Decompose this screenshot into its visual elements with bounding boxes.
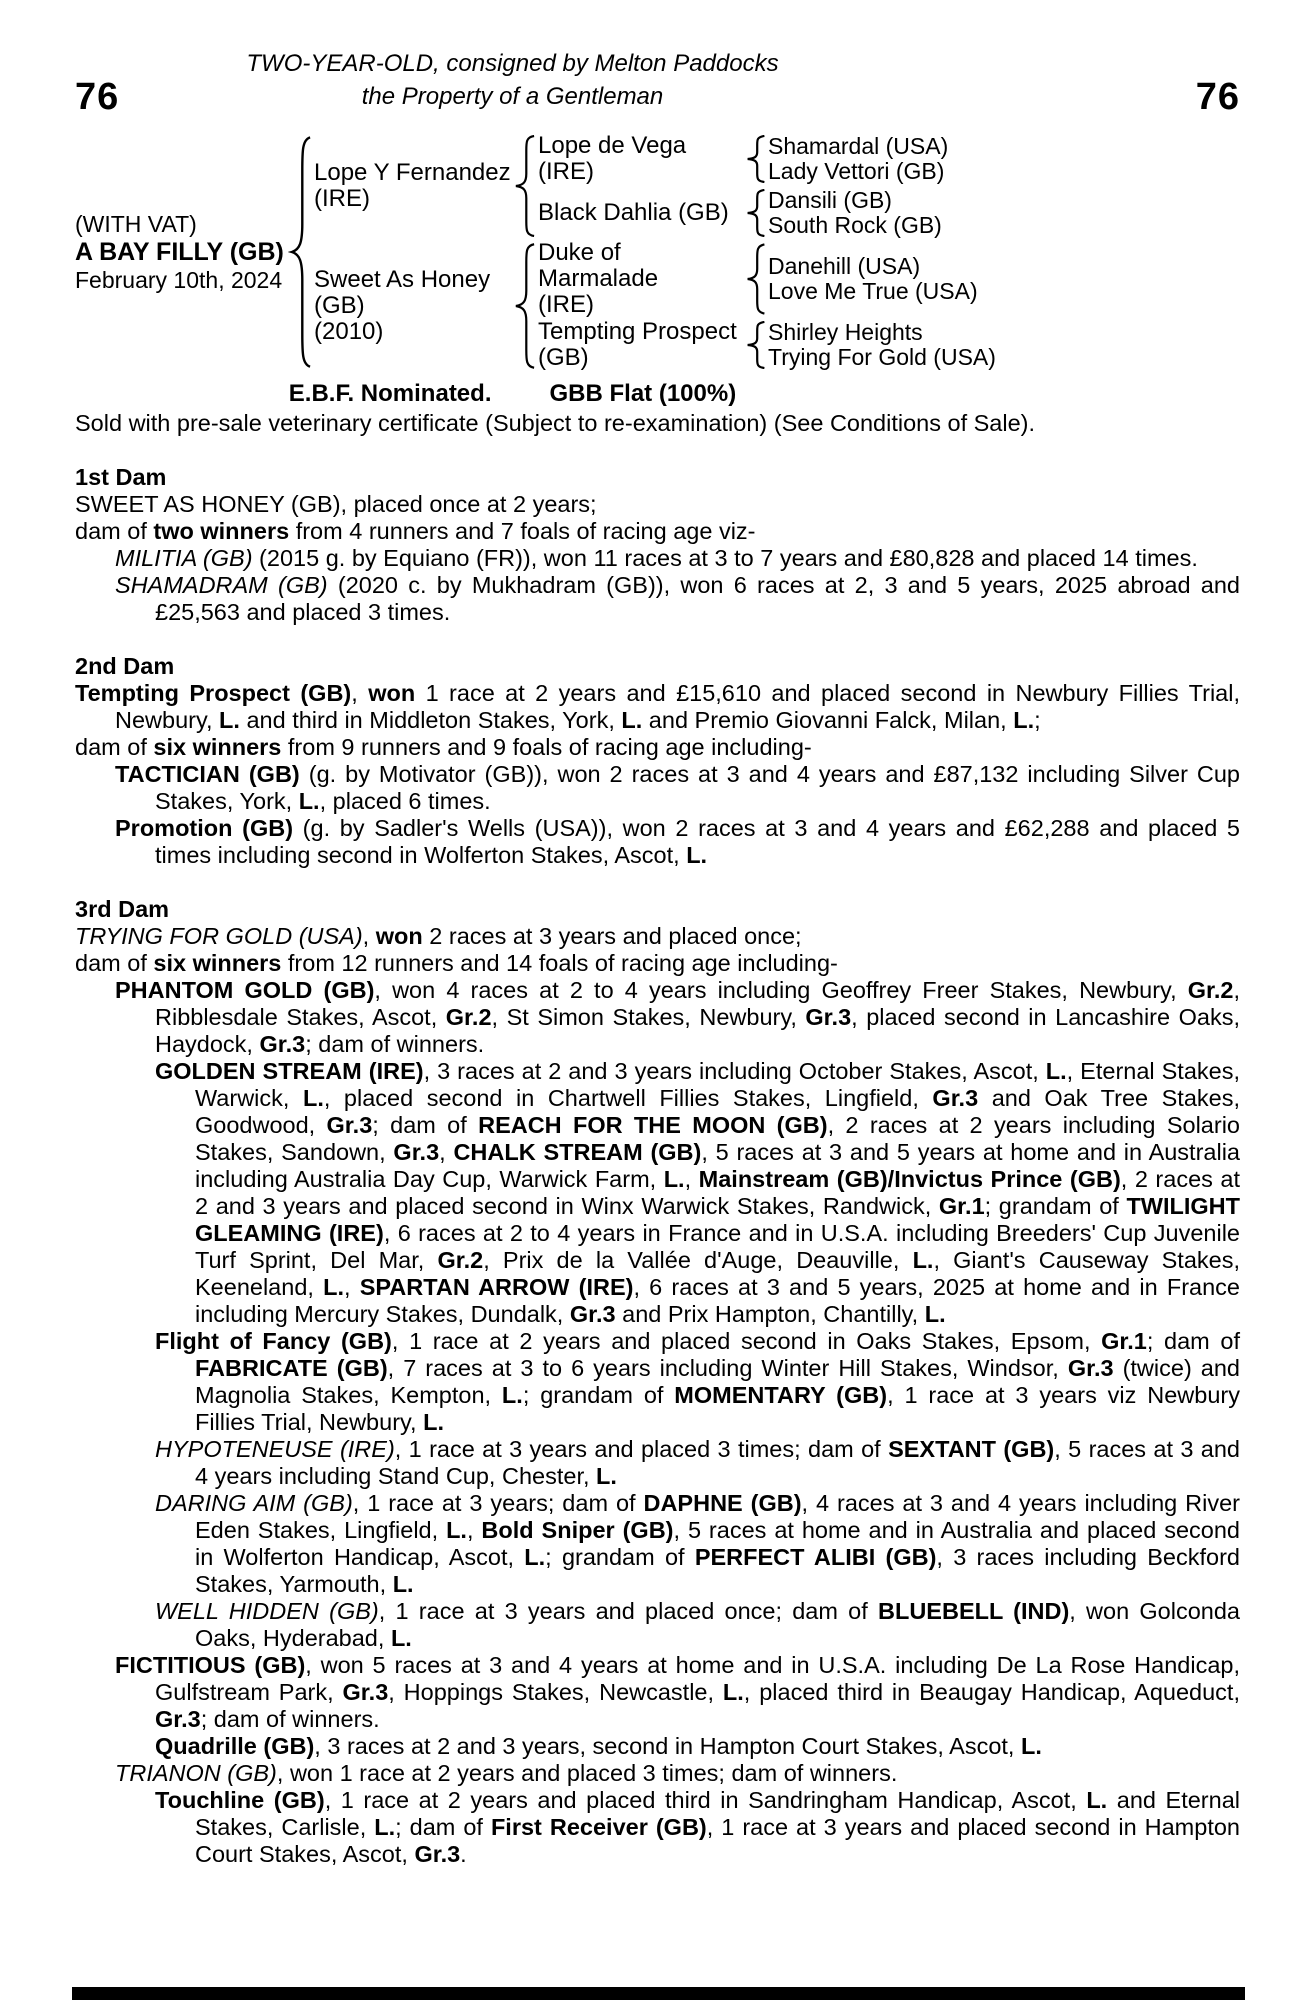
gbb-badge: GBB Flat (100%) [549, 380, 737, 407]
granddam-sire-name: Black Dahlia (GB) [538, 199, 729, 226]
pedigree-text-paragraph: WELL HIDDEN (GB), 1 race at 3 years and placed once; dam of BLUEBELL (IND), won Golconda Oaks, Hyderabad, L. [155, 1598, 1240, 1651]
ggp-pair-4 [768, 318, 1240, 372]
ancestor-name: Dansili (GB) [768, 187, 892, 213]
page-header [75, 50, 1240, 120]
foal-date: February 10th, 2024 [75, 266, 283, 293]
pedigree-text-paragraph: PHANTOM GOLD (GB), won 4 races at 2 to 4 years including Geoffrey Freer Stakes, Newbury, Gr.2, Ribblesdale Stakes, Ascot, Gr.2, St Simon Stakes, Newbury, Gr.3, placed second in Lancashire Oaks, Haydock, Gr.3; dam of winners. [115, 977, 1240, 1057]
pedigree-text-paragraph: Quadrille (GB), 3 races at 2 and 3 years, second in Hampton Court Stakes, Ascot, L. [155, 1733, 1042, 1759]
ggp-pair-2 [768, 186, 1240, 240]
ggp-pair-3 [768, 240, 1240, 318]
lot-number-right: 76 [1195, 76, 1240, 118]
dam-heading: 2nd Dam [75, 653, 175, 679]
ancestor-name: Shirley Heights [768, 319, 923, 345]
ancestor-name: South Rock (GB) [768, 212, 942, 238]
pedigree-text-paragraph: Touchline (GB), 1 race at 2 years and placed third in Sandringham Handicap, Ascot, L. and Eternal Stakes, Carlisle, L.; dam of First Receiver (GB), 1 race at 3 years and placed second in Hampton Court Stakes, Ascot, Gr.3. [155, 1787, 1240, 1867]
ggp-pair-1 [768, 132, 1240, 186]
conditions-note: Sold with pre-sale veterinary certificate (Subject to re-examination) (See Conditions of Sale). [75, 410, 1036, 436]
ancestor-name: Danehill (USA) [768, 253, 921, 279]
dam-section [75, 653, 1240, 869]
grandsire-sire-name: Lope de Vega (IRE) [538, 132, 687, 185]
grandsire-dam-name: Duke of Marmalade (IRE) [538, 239, 659, 318]
dam-section [75, 896, 1240, 1868]
pedigree-text-paragraph: DARING AIM (GB), 1 race at 3 years; dam of DAPHNE (GB), 4 races at 3 and 4 years including River Eden Stakes, Lingfield, L., Bold Sniper (GB), 5 races at home and in Australia and placed second in Wolferton Handicap, Ascot, L.; grandam of PERFECT ALIBI (GB), 3 races including Beckford Stakes, Yarmouth, L. [155, 1490, 1240, 1597]
page-bottom-bar [72, 1987, 1245, 2000]
family-brace [288, 132, 314, 372]
pedigree-text-paragraph: SWEET AS HONEY (GB), placed once at 2 years; [75, 491, 597, 517]
pedigree-text-paragraph: Promotion (GB) (g. by Sadler's Wells (USA)), won 2 races at 3 and 4 years and £62,288 and placed 5 times including second in Wolferton Stakes, Ascot, L. [115, 815, 1241, 868]
pedigree-text-paragraph: dam of two winners from 4 runners and 7 foals of racing age viz- [75, 518, 756, 544]
property-line: the Property of a Gentleman [361, 83, 664, 110]
lot-number-left: 76 [75, 76, 120, 118]
pedigree-text-paragraph: dam of six winners from 9 runners and 9 foals of racing age including- [75, 734, 812, 760]
ggp-brace-1 [744, 132, 768, 186]
dam-section [75, 464, 1240, 626]
pedigree-text-paragraph: TRYING FOR GOLD (USA), won 2 races at 3 years and placed once; [75, 923, 802, 949]
ancestor-name: Lady Vettori (GB) [768, 158, 945, 184]
dam-brace [512, 240, 538, 372]
ggp-brace-3 [744, 240, 768, 318]
pedigree-text-paragraph: Flight of Fancy (GB), 1 race at 2 years and placed second in Oaks Stakes, Epsom, Gr.1; dam of FABRICATE (GB), 7 races at 3 to 6 years including Winter Hill Stakes, Windsor, Gr.3 (twice) and Magnolia Stakes, Kempton, L.; grandam of MOMENTARY (GB), 1 race at 3 years viz Newbury Fillies Trial, Newbury, L. [155, 1328, 1240, 1435]
ggp-brace-4 [744, 318, 768, 372]
ancestor-name: Love Me True (USA) [768, 278, 978, 304]
badges-row [75, 380, 950, 408]
ggp-brace-2 [744, 186, 768, 240]
pedigree-text-paragraph: GOLDEN STREAM (IRE), 3 races at 2 and 3 years including October Stakes, Ascot, L., Eternal Stakes, Warwick, L., placed second in Chartwell Fillies Stakes, Lingfield, Gr.3 and Oak Tree Stakes, Goodwood, Gr.3; dam of REACH FOR THE MOON (GB), 2 races at 2 years including Solario Stakes, Sandown, Gr.3, CHALK STREAM (GB), 5 races at 3 and 5 years at home and in Australia including Australia Day Cup, Warwick Farm, L., Mainstream (GB)/Invictus Prince (GB), 2 races at 2 and 3 years and placed second in Winx Warwick Stakes, Randwick, Gr.1; grandam of TWILIGHT GLEAMING (IRE), 6 races at 2 to 4 years in France and in U.S.A. including Breeders' Cup Juvenile Turf Sprint, Del Mar, Gr.2, Prix de la Vallée d'Auge, Deauville, L., Giant's Causeway Stakes, Keeneland, L., SPARTAN ARROW (IRE), 6 races at 3 and 5 years, 2025 at home and in France including Mercury Stakes, Dundalk, Gr.3 and Prix Hampton, Chantilly, L. [155, 1058, 1241, 1327]
pedigree-text-paragraph: TRIANON (GB), won 1 race at 2 years and placed 3 times; dam of winners. [115, 1760, 898, 1786]
pedigree-text-paragraph: dam of six winners from 12 runners and 14 foals of racing age including- [75, 950, 838, 976]
dam-sections [75, 464, 1240, 1868]
dam-name: Sweet As Honey (GB) (2010) [314, 266, 491, 345]
pedigree-table [75, 132, 1240, 372]
pedigree-text-paragraph: MILITIA (GB) (2015 g. by Equiano (FR)), won 11 races at 3 to 7 years and £80,828 and placed 14 times. [115, 545, 1198, 571]
pedigree-text-paragraph: SHAMADRAM (GB) (2020 c. by Mukhadram (GB)), won 6 races at 2, 3 and 5 years, 2025 abroad and £25,563 and placed 3 times. [115, 572, 1240, 625]
ancestor-name: Trying For Gold (USA) [768, 344, 996, 370]
lot-info [75, 132, 288, 372]
granddam-dam-name: Tempting Prospect (GB) [538, 318, 737, 371]
dam-heading: 3rd Dam [75, 896, 170, 922]
sire-name: Lope Y Fernandez (IRE) [314, 159, 511, 212]
horse-name: A BAY FILLY (GB) [75, 237, 284, 266]
with-vat-label: (WITH VAT) [75, 210, 197, 237]
sire-brace [512, 132, 538, 240]
ancestor-name: Shamardal (USA) [768, 133, 949, 159]
pedigree-text-paragraph: FICTITIOUS (GB), won 5 races at 3 and 4 years at home and in U.S.A. including De La Rose Handicap, Gulfstream Park, Gr.3, Hoppings Stakes, Newcastle, L., placed third in Beaugay Handicap, Aqueduct, Gr.3; dam of winners. [115, 1652, 1240, 1732]
pedigree-text-paragraph: Tempting Prospect (GB), won 1 race at 2 years and £15,610 and placed second in Newbury Fillies Trial, Newbury, L. and third in Middleton Stakes, York, L. and Premio Giovanni Falck, Milan, L.; [75, 680, 1240, 733]
ebf-nominated-badge: E.B.F. Nominated. [288, 380, 492, 407]
pedigree-text-paragraph: HYPOTENEUSE (IRE), 1 race at 3 years and placed 3 times; dam of SEXTANT (GB), 5 races at 3 and 4 years including Stand Cup, Chester, L. [155, 1436, 1241, 1489]
dam-heading: 1st Dam [75, 464, 167, 490]
pedigree-text-paragraph: TACTICIAN (GB) (g. by Motivator (GB)), won 2 races at 3 and 4 years and £87,132 including Silver Cup Stakes, York, L., placed 6 times. [115, 761, 1241, 814]
consignor-line: TWO-YEAR-OLD, consigned by Melton Paddocks [246, 50, 779, 77]
